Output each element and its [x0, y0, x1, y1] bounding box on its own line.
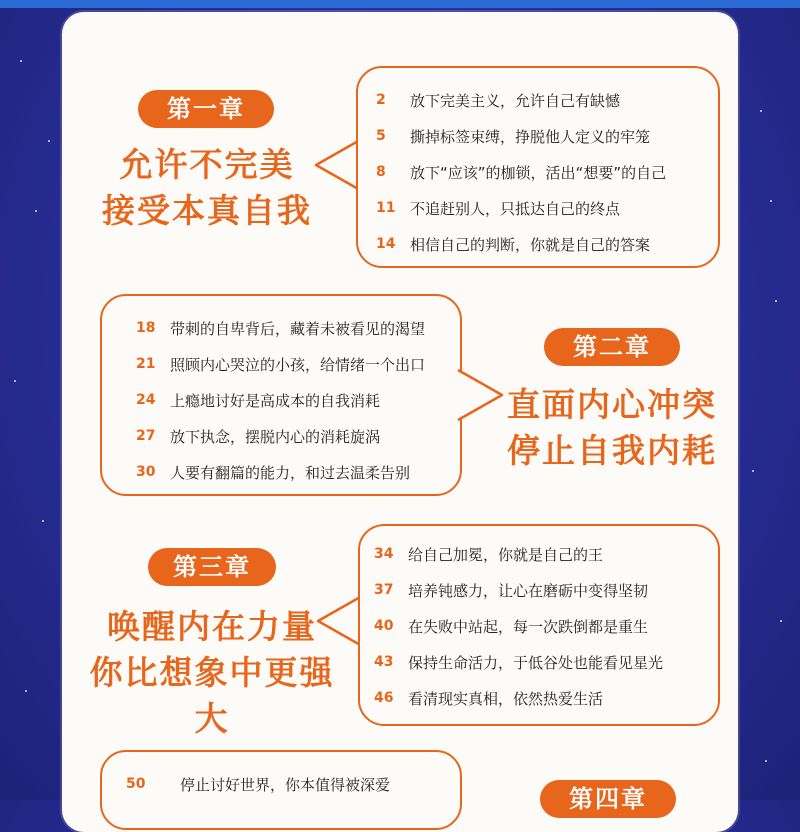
page-number: 43 — [374, 654, 394, 670]
page-number: 37 — [374, 582, 394, 598]
toc-item[interactable] — [374, 680, 718, 716]
chapter-3-tag: 第三章 — [148, 548, 276, 586]
chapter-2-title — [494, 382, 730, 474]
chapter-1-title — [92, 142, 322, 234]
item-title: 在失败中站起，每一次跌倒都是重生 — [408, 617, 649, 636]
page-number: 5 — [376, 128, 386, 144]
page-number: 11 — [376, 200, 396, 216]
item-title: 人要有翻篇的能力，和过去温柔告别 — [170, 463, 411, 482]
item-title: 放下“应该”的枷锁，活出“想要”的自己 — [410, 163, 667, 182]
toc-item[interactable] — [126, 766, 460, 802]
chapter-3-title — [80, 604, 344, 742]
item-title: 不追赶别人，只抵达自己的终点 — [410, 199, 621, 218]
item-title: 带刺的自卑背后，藏着未被看见的渴望 — [170, 319, 426, 338]
item-title: 停止讨好世界，你本值得被深爱 — [180, 775, 391, 794]
toc-item[interactable] — [376, 190, 718, 226]
page-number: 21 — [136, 356, 156, 372]
item-title: 给自己加冕，你就是自己的王 — [408, 545, 604, 564]
toc-item[interactable] — [136, 418, 460, 454]
page-number: 14 — [376, 236, 396, 252]
page-number: 27 — [136, 428, 156, 444]
toc-item[interactable] — [376, 118, 718, 154]
page-number: 2 — [376, 92, 386, 108]
chapter-2-title-line-2: 停止自我内耗 — [507, 431, 717, 470]
toc-item[interactable] — [374, 572, 718, 608]
toc-item[interactable] — [374, 536, 718, 572]
item-title: 保持生命活力，于低谷处也能看见星光 — [408, 653, 664, 672]
chapter-1-tag: 第一章 — [138, 90, 274, 128]
chapter-4-tag: 第四章 — [540, 780, 676, 818]
chapter-4-list — [100, 750, 462, 830]
page-number: 8 — [376, 164, 386, 180]
toc-item[interactable] — [136, 454, 460, 490]
page-number: 30 — [136, 464, 156, 480]
toc-item[interactable] — [136, 310, 460, 346]
item-title: 照顾内心哭泣的小孩，给情绪一个出口 — [170, 355, 426, 374]
toc-item[interactable] — [376, 226, 718, 262]
chapter-2-title-line-1: 直面内心冲突 — [507, 385, 717, 424]
page-number: 34 — [374, 546, 394, 562]
item-title: 放下完美主义，允许自己有缺憾 — [410, 91, 621, 110]
page-number: 46 — [374, 690, 394, 706]
item-title: 看清现实真相，依然热爱生活 — [408, 689, 604, 708]
chapter-3-title-line-1: 唤醒内在力量 — [107, 607, 317, 646]
chapter-1-title-line-1: 允许不完美 — [119, 145, 295, 184]
chapter-1-pointer — [312, 138, 362, 192]
item-title: 培养钝感力，让心在磨砺中变得坚韧 — [408, 581, 649, 600]
item-title: 上瘾地讨好是高成本的自我消耗 — [170, 391, 381, 410]
chapter-1-title-line-2: 接受本真自我 — [102, 191, 312, 230]
chapter-3-title-line-2: 你比想象中更强大 — [89, 653, 335, 738]
chapter-2-tag: 第二章 — [544, 328, 680, 366]
toc-item[interactable] — [136, 346, 460, 382]
toc-item[interactable] — [136, 382, 460, 418]
page-number: 50 — [126, 776, 146, 792]
page-number: 18 — [136, 320, 156, 336]
toc-item[interactable] — [376, 154, 718, 190]
item-title: 撕掉标签束缚，挣脱他人定义的牢笼 — [410, 127, 651, 146]
item-title: 相信自己的判断，你就是自己的答案 — [410, 235, 651, 254]
page-number: 40 — [374, 618, 394, 634]
toc-item[interactable] — [374, 644, 718, 680]
chapter-3-list — [358, 524, 720, 726]
chapter-2-list — [100, 294, 462, 496]
chapter-3-pointer — [314, 594, 364, 648]
page-number: 24 — [136, 392, 156, 408]
toc-item[interactable] — [374, 608, 718, 644]
toc-item[interactable] — [376, 82, 718, 118]
item-title: 放下执念，摆脱内心的消耗旋涡 — [170, 427, 381, 446]
chapter-1-list — [356, 66, 720, 268]
top-bar — [0, 0, 800, 8]
